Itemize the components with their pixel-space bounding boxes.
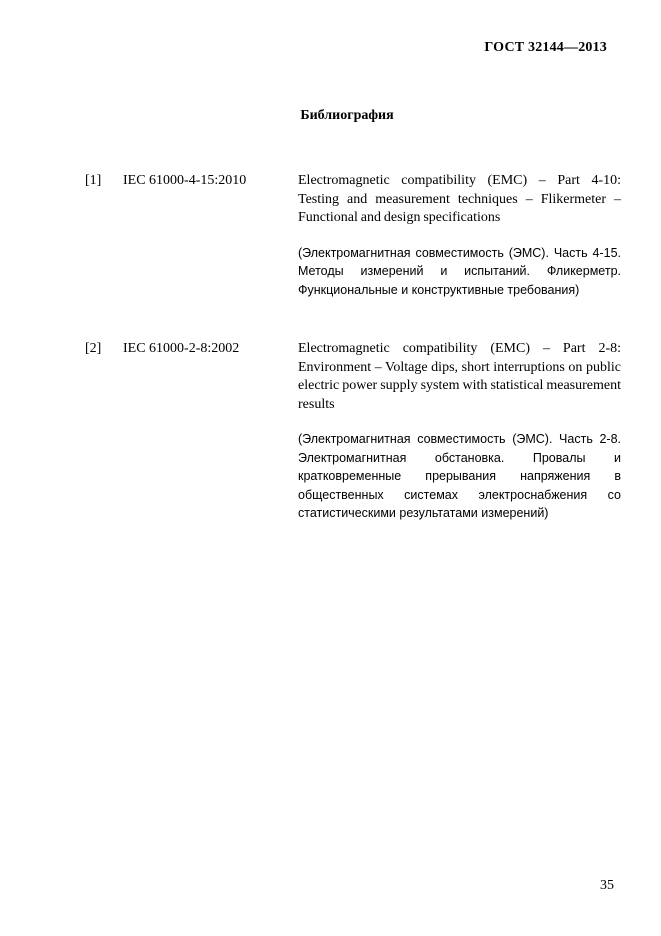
reference-number: [1] (85, 173, 102, 188)
page-number: 35 (600, 878, 614, 893)
reference-number: [2] (85, 341, 102, 356)
reference-title-ru: (Электромагнитная совместимость (ЭМС). Часть 4-15. Методы измерений и испытаний. Фликерметр. Функциональные и конструктивные требования) (298, 245, 621, 297)
reference-body (298, 172, 621, 299)
reference-title-ru: (Электромагнитная совместимость (ЭМС). Часть 2-8. Электромагнитная обстановка. Провалы и кратковременные прерывания напряжения в общественных системах электроснабжения со статистическими результатами измерений) (298, 432, 621, 520)
standard-designation: ГОСТ 32144—2013 (484, 40, 607, 55)
reference-title-en: Electromagnetic compatibility (EMC) – Part 2-8: Environment – Voltage dips, short interruptions on public electric power supply system with statistical measurement results (298, 341, 621, 412)
reference-title-en: Electromagnetic compatibility (EMC) – Part 4-10: Testing and measurement techniques – Flikermeter – Functional and design specifications (298, 173, 621, 225)
reference-body (298, 340, 621, 523)
section-title: Библиография (300, 108, 394, 123)
reference-code: IEC 61000-2-8:2002 (123, 341, 240, 356)
reference-code: IEC 61000-4-15:2010 (123, 173, 247, 188)
